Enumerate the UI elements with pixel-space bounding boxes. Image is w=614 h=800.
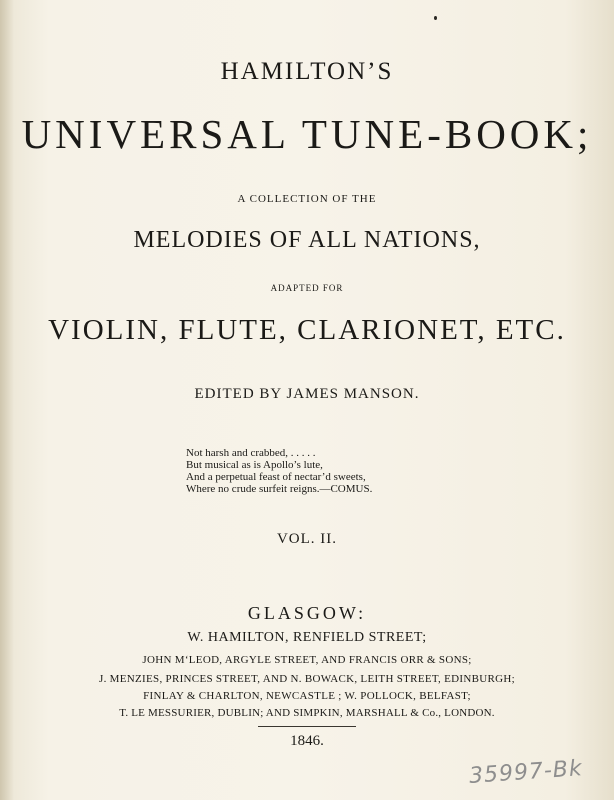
instruments-line: VIOLIN, FLUTE, CLARIONET, ETC. bbox=[48, 314, 566, 346]
epigraph-line: But musical as is Apollo’s lute, bbox=[186, 459, 323, 471]
epigraph-line: Not harsh and crabbed, . . . . . bbox=[186, 447, 316, 459]
editor-line: EDITED BY JAMES MANSON. bbox=[194, 386, 420, 402]
ink-speck bbox=[434, 16, 437, 20]
epigraph-line: Where no crude surfeit reigns.—COMUS. bbox=[186, 483, 373, 495]
imprint-line: J. MENZIES, PRINCES STREET, AND N. BOWACK, LEITH STREET, EDINBURGH; bbox=[99, 673, 515, 685]
divider-rule bbox=[258, 726, 356, 727]
subtitle: MELODIES OF ALL NATIONS, bbox=[133, 227, 481, 253]
imprint-city: GLASGOW: bbox=[247, 603, 367, 623]
imprint-line: FINLAY & CHARLTON, NEWCASTLE ; W. POLLOCK, BELFAST; bbox=[143, 690, 471, 702]
adapted-lead: ADAPTED FOR bbox=[270, 283, 344, 293]
main-title: UNIVERSAL TUNE-BOOK; bbox=[21, 111, 593, 157]
imprint-publisher: W. HAMILTON, RENFIELD STREET; bbox=[187, 630, 427, 645]
author-line: HAMILTON’S bbox=[220, 58, 394, 85]
imprint-line: T. LE MESSURIER, DUBLIN; AND SIMPKIN, MARSHALL & Co., LONDON. bbox=[119, 707, 495, 719]
epigraph bbox=[186, 447, 372, 495]
imprint-line: JOHN M‘LEOD, ARGYLE STREET, AND FRANCIS ORR & SONS; bbox=[142, 654, 472, 666]
epigraph-line: And a perpetual feast of nectar’d sweets, bbox=[186, 471, 366, 483]
subtitle-lead: A COLLECTION OF THE bbox=[237, 193, 377, 205]
publication-year: 1846. bbox=[290, 733, 324, 749]
shelf-mark-stamp: 35997-Bk bbox=[468, 756, 584, 789]
volume-number: VOL. II. bbox=[276, 531, 338, 547]
